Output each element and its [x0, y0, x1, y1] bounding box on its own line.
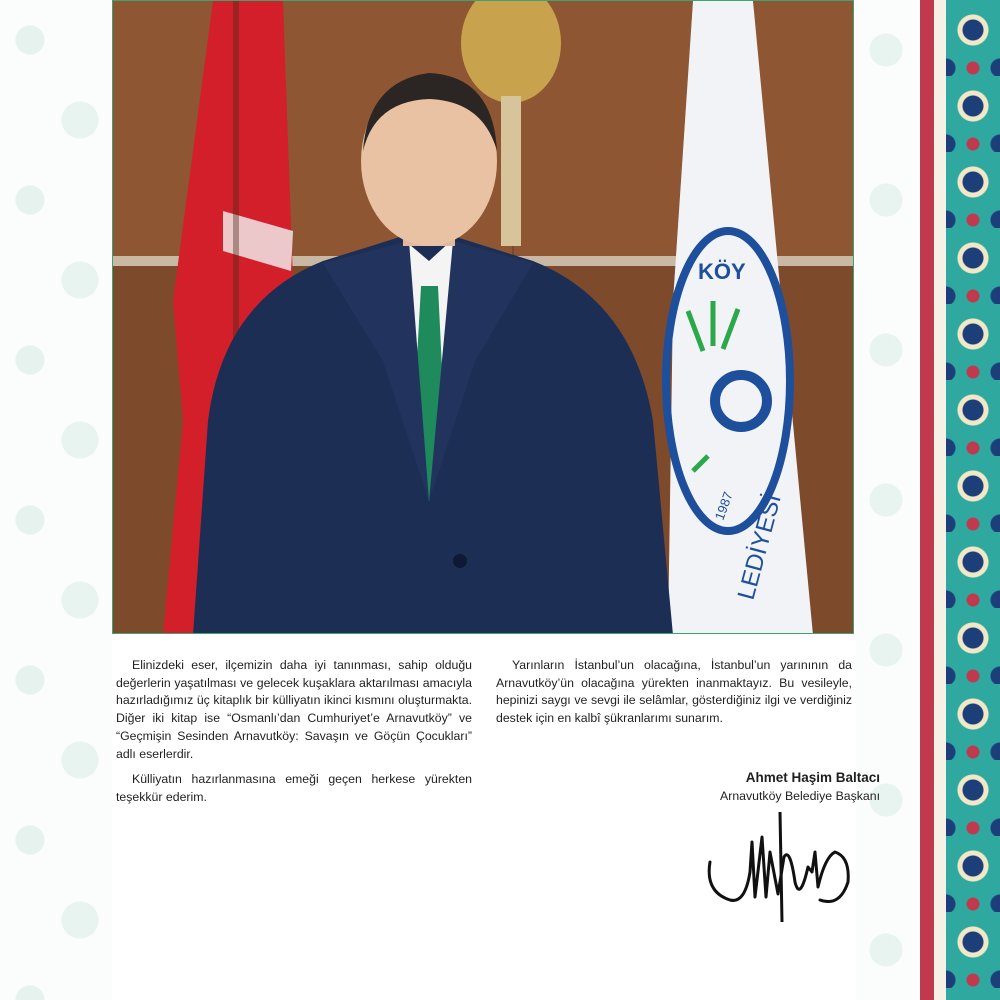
paragraph: Yarınların İstanbul’un olacağına, İstanbul’un yarınının da Arnavutköy’ün olacağına yürekten inanmaktayız. Bu vesileyle, hepinizi saygı ve sevgi ile selâmlar, gösterdiğiniz ilgi ve verdiğiniz destek için en kalbî şükranlarımı sunarım.	[496, 658, 852, 726]
signature-block	[690, 770, 880, 803]
ornament-red-stripe	[920, 0, 934, 1000]
handwritten-signature	[700, 812, 860, 922]
flag-badge-text: LEDİYESİ	[732, 491, 787, 603]
mayor-photo	[112, 0, 854, 634]
left-text-column	[116, 657, 472, 815]
ornamental-tile-border	[946, 0, 1000, 1000]
right-text-column	[496, 657, 852, 736]
paragraph: Elinizdeki eser, ilçemizin daha iyi tanınması, sahip olduğu değerlerin yaşatılması ve gelecek kuşaklara aktarılması amacıyla hazırladığımız üç kitaplık bir külliyatın ikinci kısmını oluşturmakta. Diğer iki kitap ise “Osmanlı’dan Cumhuriyet’e Arnavutköy” ve “Geçmişin Sesinden Arnavutköy: Savaşın ve Göçün Çocukları” adlı eserlerdir.	[116, 658, 472, 761]
background-pattern-left	[0, 0, 112, 1000]
ornament-cream-stripe	[934, 0, 946, 1000]
flag-year: 1987	[711, 489, 736, 523]
background-pattern-right	[856, 0, 918, 1000]
paragraph: Külliyatın hazırlanmasına emeği geçen herkese yürekten teşekkür ederim.	[116, 772, 472, 804]
signatory-name: Ahmet Haşim Baltacı	[745, 770, 880, 785]
flag-top-text: KÖY	[698, 259, 746, 284]
signatory-title: Arnavutköy Belediye Başkanı	[720, 789, 880, 803]
